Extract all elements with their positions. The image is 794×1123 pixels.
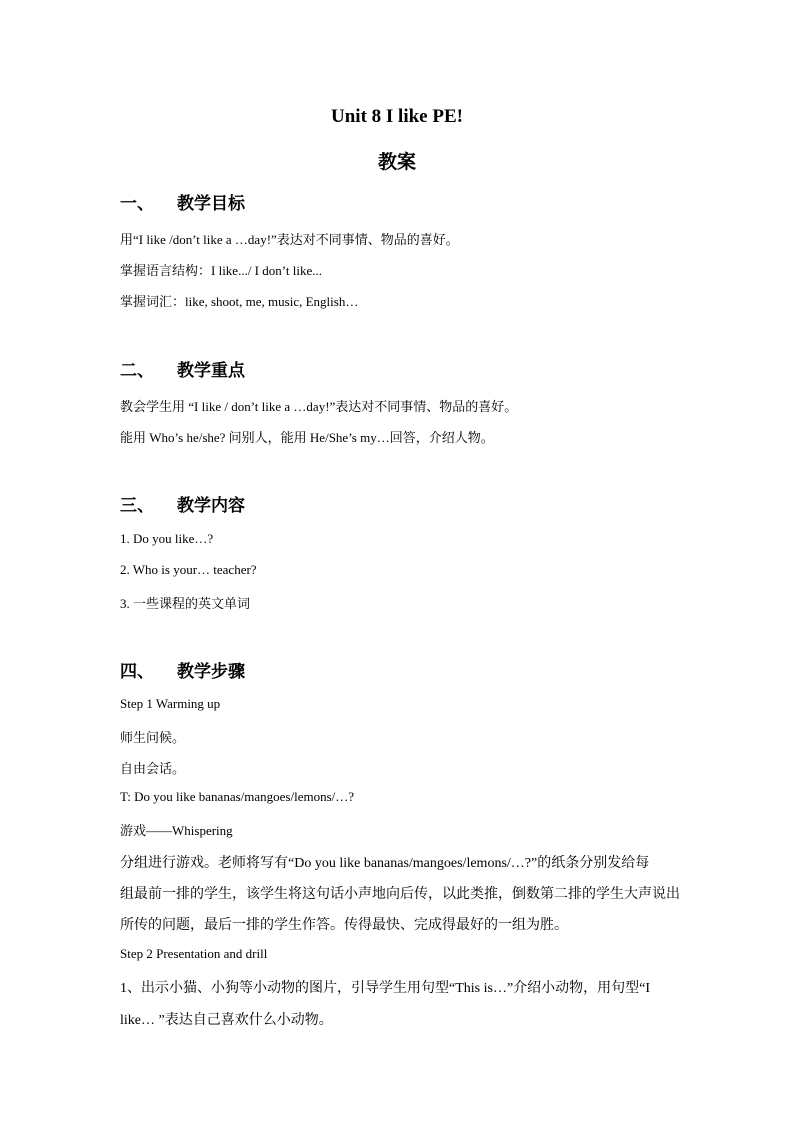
- text-line: 用“I like /don’t like a …day!”表达对不同事情、物品的喜好。: [120, 232, 459, 247]
- paragraph-line: 1、出示小猫、小狗等小动物的图片，引导学生用句型“This is…”介绍小动物，用句型“I: [120, 981, 651, 996]
- section-title: 教学步骤: [177, 662, 245, 681]
- text-line: 1. Do you like…?: [120, 531, 214, 546]
- text-line: 掌握词汇：like, shoot, me, music, English…: [120, 294, 359, 309]
- section-number: 一、: [120, 194, 154, 213]
- text-line: 2. Who is your… teacher?: [120, 562, 257, 577]
- text-line: 自由会话。: [120, 761, 186, 776]
- section-heading-key-points: [120, 356, 245, 381]
- section-title: 教学内容: [177, 496, 245, 515]
- text-line: 掌握语言结构：I like.../ I don’t like...: [120, 263, 322, 278]
- section-title: 教学目标: [177, 194, 245, 213]
- paragraph-line: 所传的问题，最后一排的学生作答。传得最快、完成得最好的一组为胜。: [120, 918, 568, 933]
- text-line: 能用 Who’s he/she? 问别人，能用 He/She’s my…回答，介绍人物。: [120, 430, 494, 445]
- section-heading-steps: [120, 657, 245, 682]
- document-subtitle: 教案: [377, 152, 416, 173]
- section-number: 二、: [120, 361, 154, 380]
- paragraph-line: 组最前一排的学生，该学生将这句话小声地向后传，以此类推，倒数第二排的学生大声说出: [120, 887, 680, 902]
- document-title: Unit 8 I like PE!: [331, 106, 463, 127]
- section-heading-content: [120, 491, 245, 516]
- text-line: 3. 一些课程的英文单词: [120, 596, 251, 611]
- section-heading-objectives: [120, 189, 245, 214]
- paragraph-line: 分组进行游戏。老师将写有“Do you like bananas/mangoes/lemons/…?”的纸条分别发给每: [120, 856, 650, 871]
- text-line: 师生问候。: [120, 730, 186, 745]
- section-title: 教学重点: [177, 361, 245, 380]
- section-number: 四、: [120, 662, 154, 681]
- step-heading: Step 2 Presentation and drill: [120, 946, 268, 961]
- paragraph-line: like… ”表达自己喜欢什么小动物。: [120, 1013, 333, 1028]
- section-number: 三、: [120, 496, 154, 515]
- text-line: T: Do you like bananas/mangoes/lemons/…?: [120, 789, 355, 804]
- step-heading: Step 1 Warming up: [120, 696, 221, 711]
- text-line: 游戏——Whispering: [120, 823, 233, 838]
- text-line: 教会学生用 “I like / don’t like a …day!”表达对不同事情、物品的喜好。: [120, 399, 518, 414]
